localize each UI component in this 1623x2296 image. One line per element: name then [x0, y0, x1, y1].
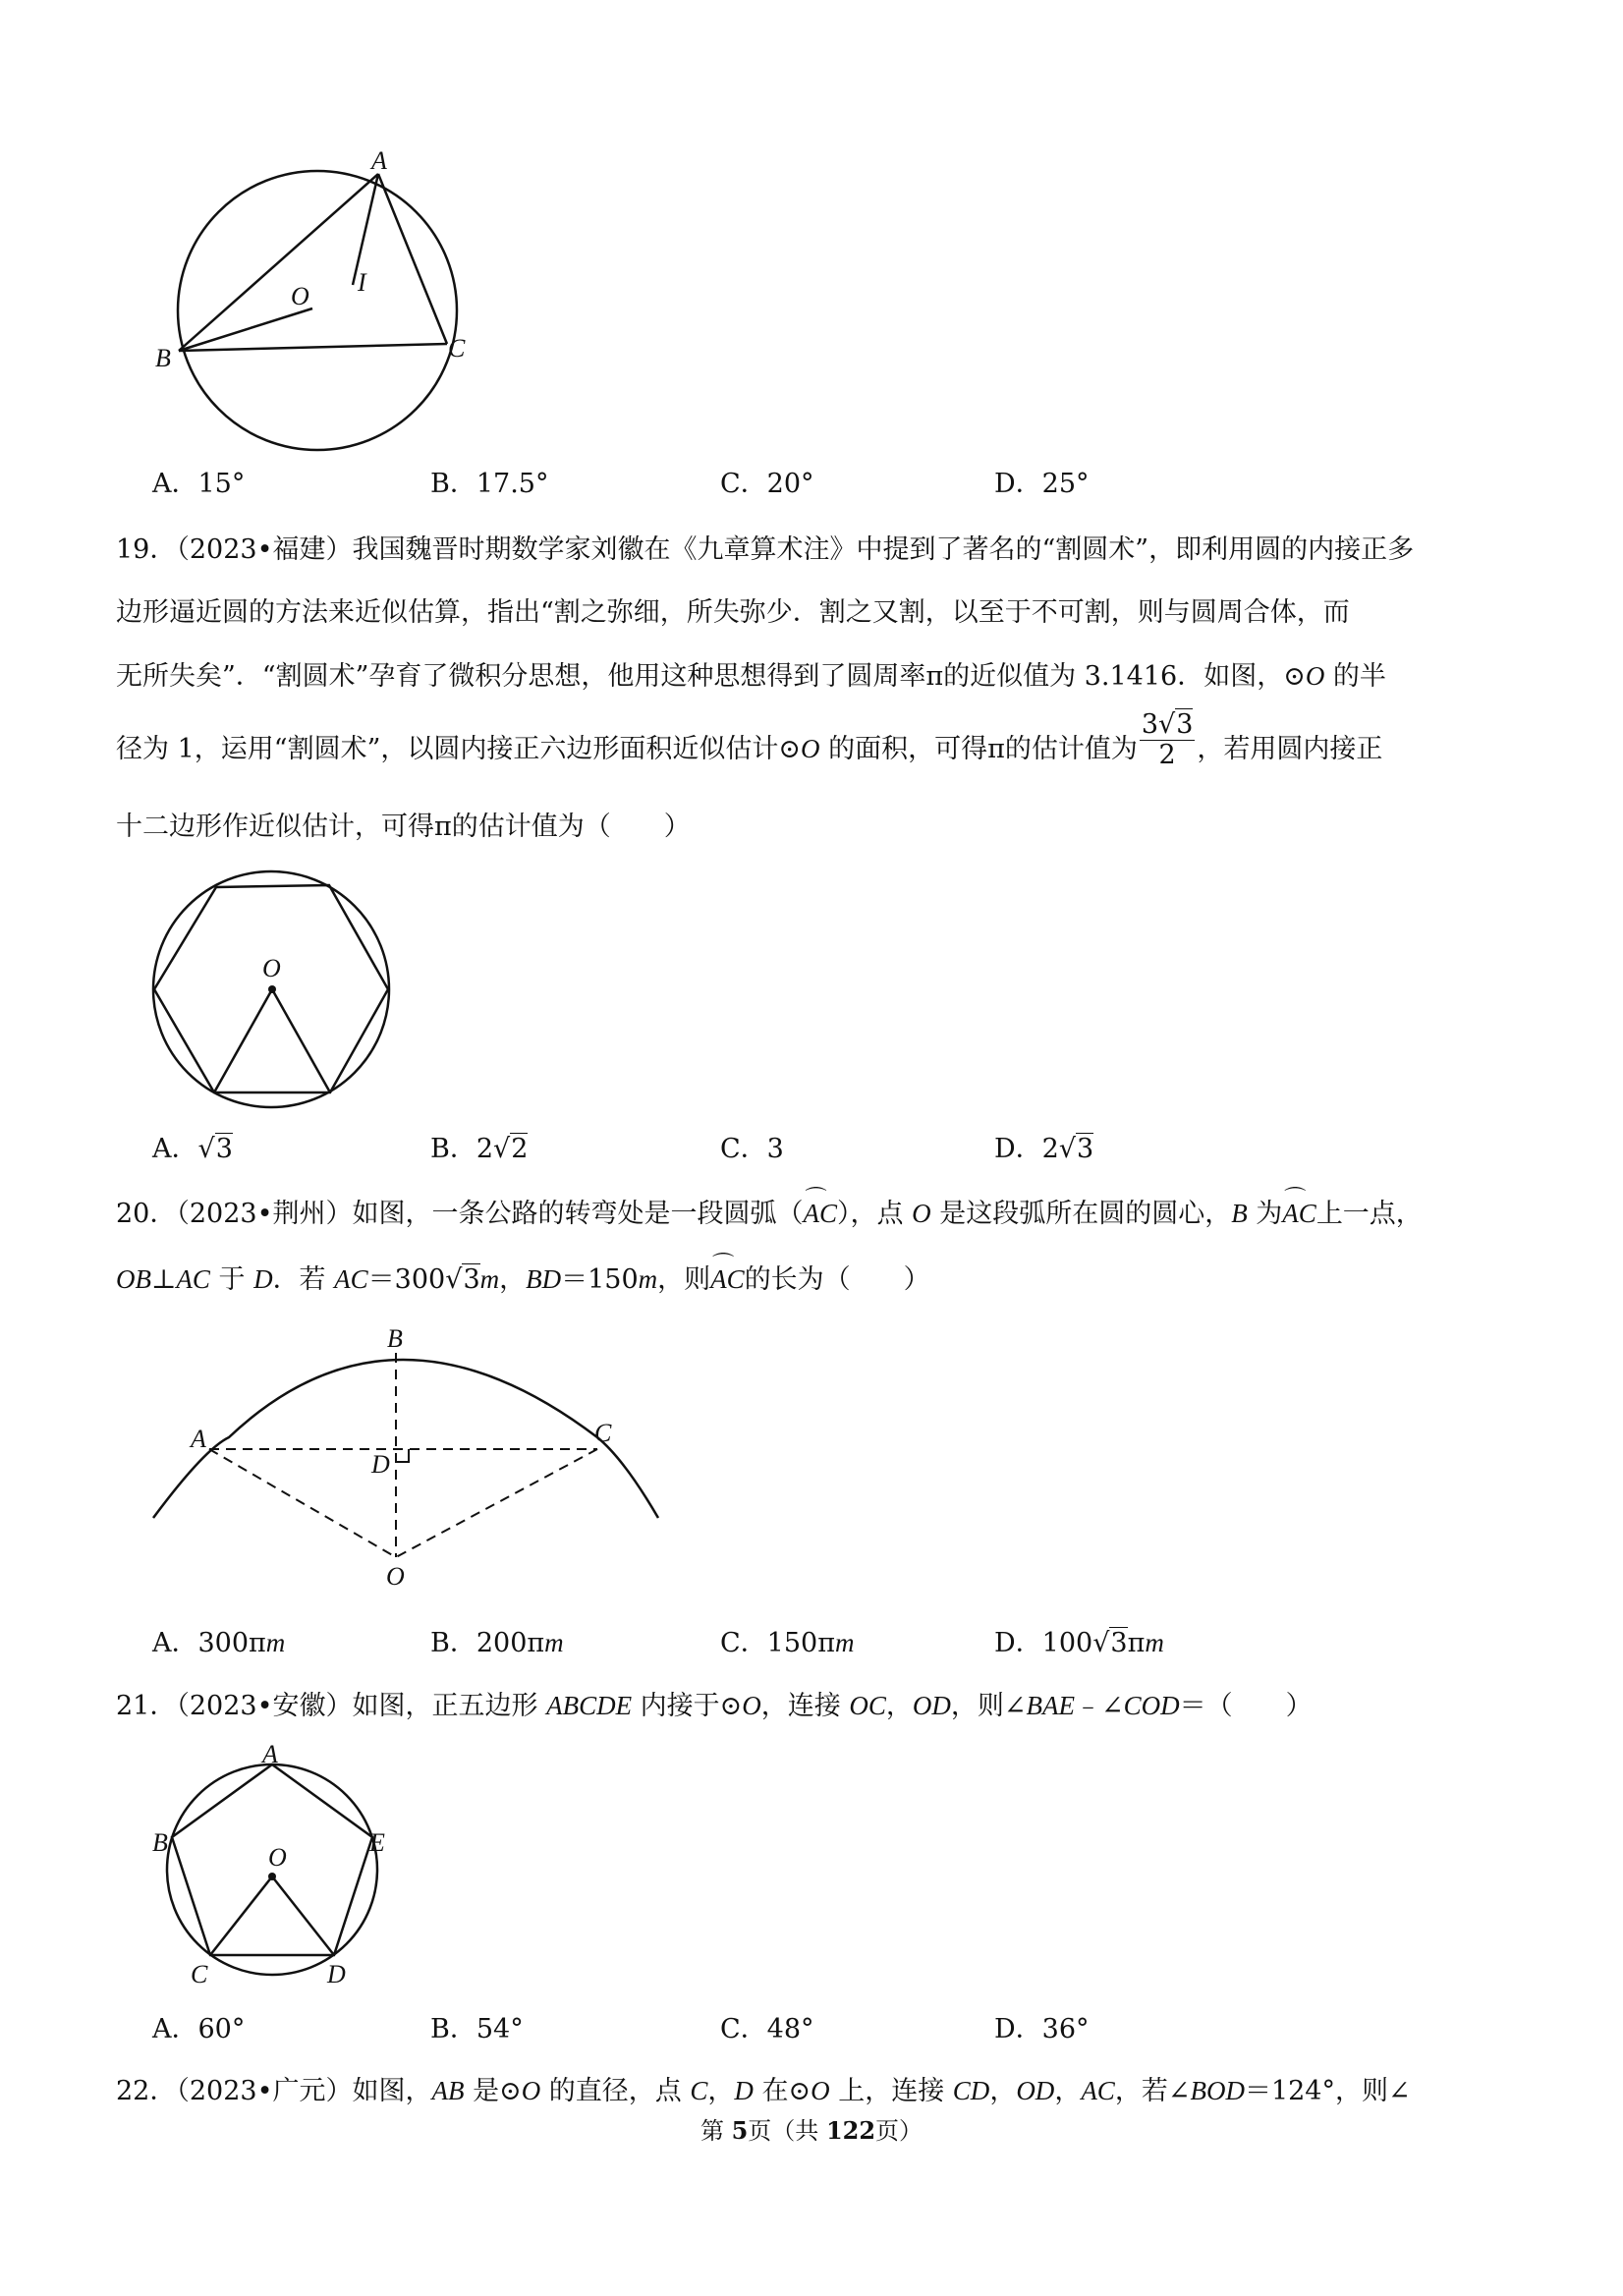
q18-label-c: C — [448, 334, 466, 363]
q18-option-a: A．15° — [152, 469, 246, 499]
q21-label-a: A — [262, 1745, 278, 1768]
q21-text: ﹣∠ — [1075, 1691, 1124, 1721]
radicand: 3 — [1176, 709, 1194, 740]
q18-option-c: C．20° — [720, 469, 814, 499]
q19-line-1: 19．（2023•福建）我国魏晋时期数学家刘徽在《九章算术注》中提到了著名的“割圆术”，即利用圆的内接正多 — [116, 534, 1415, 565]
q18-segment-bo — [179, 308, 312, 351]
footer-text: 第 — [700, 2117, 732, 2145]
unit-m: m — [834, 1628, 855, 1657]
q18-label-a: A — [371, 147, 387, 175]
option-letter: B．2 — [430, 1134, 494, 1164]
q20-text: 20．（2023•荆州）如图，一条公路的转弯处是一段圆弧（ — [116, 1199, 804, 1229]
symbol-cd: CD — [952, 2076, 990, 2105]
q22-text: ＝124°，则∠ — [1244, 2076, 1411, 2106]
symbol-d: D — [253, 1264, 273, 1294]
q20-text: ＝150 — [561, 1264, 639, 1295]
q19-option-b — [430, 1130, 528, 1169]
q18-option-b: B．17.5° — [430, 469, 549, 499]
q19-line-4-text: 径为 1，运用“割圆术”，以圆内接正六边形面积近似估计 — [116, 734, 779, 764]
q20-road-arc — [153, 1360, 658, 1518]
symbol-ac: AC — [1081, 2076, 1115, 2105]
q20-text: 为 — [1247, 1199, 1283, 1229]
option-text: B．200π — [430, 1628, 545, 1658]
sqrt-sign: √ — [1058, 1134, 1077, 1164]
q19-figure — [147, 865, 403, 1110]
numerator-coefficient: 3 — [1141, 709, 1159, 740]
page-number: 5 — [731, 2116, 749, 2145]
q21-option-d: D．36° — [994, 2014, 1090, 2044]
q19-line-2: 边形逼近圆的方法来近似估算，指出“割之弥细，所失弥少．割之又割，以至于不可割，则与圆周合体，而 — [116, 597, 1350, 628]
arc-ac: ⌒ AC — [710, 1264, 745, 1294]
symbol-bae: BAE — [1026, 1691, 1076, 1720]
fraction-denominator: 2 — [1158, 740, 1176, 770]
q20-line-2 — [116, 1260, 930, 1300]
symbol-o: O — [742, 1691, 761, 1720]
circle-symbol: ⊙ — [778, 734, 801, 764]
pi-symbol: π — [1127, 1628, 1146, 1658]
q20-right-angle-mark — [396, 1449, 409, 1462]
q19-line-3-text: 无所失矣”．“割圆术”孕育了微积分思想，他用这种思想得到了圆周率π的近似值为 3.1416．如图， — [116, 661, 1284, 692]
q20-label-d: D — [371, 1450, 390, 1479]
q19-option-a — [152, 1130, 233, 1169]
sqrt-sign: √ — [445, 1264, 463, 1295]
symbol-bd: BD — [526, 1264, 562, 1294]
q20-label-a: A — [191, 1425, 206, 1453]
q20-text: ），点 — [837, 1199, 913, 1229]
symbol-cod: COD — [1123, 1691, 1180, 1720]
q22-text: 22．（2023•广元）如图， — [116, 2076, 432, 2106]
q20-label-c: C — [594, 1419, 612, 1447]
q19-option-c: C．3 — [720, 1134, 784, 1164]
q21-text: ，连接 — [760, 1691, 850, 1721]
q18-segment-ab — [179, 174, 378, 351]
page-footer — [0, 2116, 1623, 2146]
q19-radius-right — [272, 989, 330, 1092]
option-letter: D．2 — [994, 1134, 1059, 1164]
circle-symbol: ⊙ — [719, 1691, 743, 1721]
symbol-b: B — [1231, 1199, 1248, 1228]
symbol-bod: BOD — [1190, 2076, 1245, 2105]
q20-option-c — [720, 1623, 854, 1663]
q21-option-c: C．48° — [720, 2014, 814, 2044]
q20-option-a — [152, 1623, 285, 1663]
symbol-o: O — [801, 734, 820, 763]
q21-figure — [147, 1745, 403, 1990]
q19-line-4-mid: 的面积，可得π的估计值为 — [819, 734, 1138, 764]
unit-m: m — [638, 1264, 658, 1294]
q21-center-point — [268, 1873, 276, 1880]
q18-option-d: D．25° — [994, 469, 1090, 499]
q21-segment-od — [272, 1876, 334, 1955]
q20-option-d — [994, 1623, 1164, 1663]
q21-line-1 — [116, 1686, 1313, 1726]
q22-text: 上，连接 — [829, 2076, 953, 2106]
arc-ac: ⌒ AC — [1282, 1199, 1316, 1228]
symbol-oc: OC — [849, 1691, 886, 1720]
perpendicular-statement: OB⊥AC — [116, 1264, 210, 1294]
footer-text: 页（共 — [748, 2117, 826, 2145]
unit-m: m — [544, 1628, 564, 1657]
option-text: A．300π — [152, 1628, 266, 1658]
q22-text: ， — [707, 2076, 735, 2106]
unit-m: m — [479, 1264, 500, 1294]
sqrt-sign: √ — [1158, 709, 1176, 740]
q18-segment-ac — [378, 174, 447, 344]
q22-line-1 — [116, 2071, 1411, 2111]
q21-text: ，则∠ — [950, 1691, 1027, 1721]
symbol-d: D — [734, 2076, 754, 2105]
q19-label-o: O — [262, 954, 281, 982]
q18-segment-bc — [179, 344, 447, 351]
radicand: 3 — [1110, 1628, 1128, 1658]
pi-estimate-fraction — [1140, 710, 1196, 770]
q21-text: 21．（2023•安徽）如图，正五边形 — [116, 1691, 547, 1721]
q18-label-o: O — [291, 282, 309, 310]
circle-symbol: ⊙ — [499, 2076, 522, 2106]
symbol-c: C — [690, 2076, 708, 2105]
sqrt-sign: √ — [197, 1134, 215, 1164]
q19-center-point — [268, 985, 276, 993]
q21-label-c: C — [191, 1960, 208, 1988]
q22-text: 是 — [464, 2076, 500, 2106]
q21-segment-oc — [210, 1876, 272, 1955]
q20-text: 是这段弧所在圆的圆心， — [930, 1199, 1232, 1229]
q19-radius-left — [214, 989, 272, 1092]
q20-text: ， — [499, 1264, 527, 1295]
q22-text: 在 — [753, 2076, 789, 2106]
symbol-ac: AC — [334, 1264, 368, 1294]
option-letter: A． — [152, 1134, 198, 1164]
symbol-ab: AB — [431, 2076, 465, 2105]
symbol-o: O — [521, 2076, 541, 2105]
q20-figure — [147, 1321, 668, 1596]
q21-label-o: O — [268, 1843, 287, 1872]
q20-text: ．若 — [272, 1264, 335, 1295]
q18-figure — [147, 147, 501, 462]
q20-segment-oa — [209, 1449, 396, 1557]
fraction-numerator — [1140, 710, 1196, 741]
q19-line-3 — [116, 656, 1386, 697]
q21-text: ＝（ ） — [1179, 1691, 1313, 1721]
q19-option-d — [994, 1130, 1093, 1169]
page-total: 122 — [825, 2116, 876, 2145]
radicand: 2 — [511, 1134, 529, 1164]
radicand: 3 — [1077, 1134, 1094, 1164]
q20-segment-oc — [396, 1449, 597, 1557]
circle-symbol: ⊙ — [788, 2076, 812, 2106]
q19-line-4 — [116, 709, 1383, 770]
q20-label-b: B — [387, 1324, 403, 1353]
q22-text: ， — [1054, 2076, 1082, 2106]
q21-option-a: A．60° — [152, 2014, 246, 2044]
q19-line-5: 十二边形作近似估计，可得π的估计值为（ ） — [116, 812, 691, 842]
q20-text: 上一点， — [1315, 1199, 1423, 1229]
symbol-o: O — [811, 2076, 830, 2105]
q20-text: 于 — [209, 1264, 254, 1295]
q21-label-e: E — [369, 1828, 385, 1857]
q22-text: ，若∠ — [1114, 2076, 1191, 2106]
footer-text: 页） — [875, 2117, 923, 2145]
q22-text: 的直径，点 — [540, 2076, 691, 2106]
symbol-abcde: ABCDE — [546, 1691, 633, 1720]
symbol-o: O — [1305, 661, 1325, 691]
q19-line-3-tail: 的半 — [1324, 661, 1386, 692]
unit-m: m — [265, 1628, 286, 1657]
symbol-o: O — [912, 1199, 931, 1228]
sqrt-sign: √ — [1092, 1628, 1110, 1658]
q18-circle — [178, 171, 457, 450]
symbol-od: OD — [1016, 2076, 1055, 2105]
unit-m: m — [1145, 1628, 1164, 1657]
option-text: D．100 — [994, 1628, 1093, 1658]
q20-option-b — [430, 1623, 564, 1663]
circle-symbol: ⊙ — [1283, 661, 1306, 692]
q21-label-d: D — [327, 1960, 346, 1988]
q21-text: 内接于 — [632, 1691, 720, 1721]
q20-label-o: O — [386, 1562, 405, 1591]
symbol-od: OD — [912, 1691, 951, 1720]
sqrt-sign: √ — [493, 1134, 511, 1164]
radicand: 3 — [215, 1134, 233, 1164]
q20-text: 的长为（ ） — [744, 1264, 930, 1295]
q21-option-b: B．54° — [430, 2014, 524, 2044]
q20-text: ，则 — [657, 1264, 711, 1295]
q20-text: ＝300 — [367, 1264, 446, 1295]
radicand: 3 — [463, 1264, 480, 1295]
q21-label-b: B — [152, 1828, 168, 1857]
option-text: C．150π — [720, 1628, 835, 1658]
q22-text: ， — [989, 2076, 1017, 2106]
q18-label-i: I — [358, 268, 366, 297]
q20-line-1 — [116, 1194, 1423, 1234]
q19-line-4-tail: ，若用圆内接正 — [1197, 734, 1383, 764]
q21-text: ， — [885, 1691, 913, 1721]
arc-ac: ⌒ AC — [804, 1199, 838, 1228]
q18-label-b: B — [155, 344, 171, 372]
